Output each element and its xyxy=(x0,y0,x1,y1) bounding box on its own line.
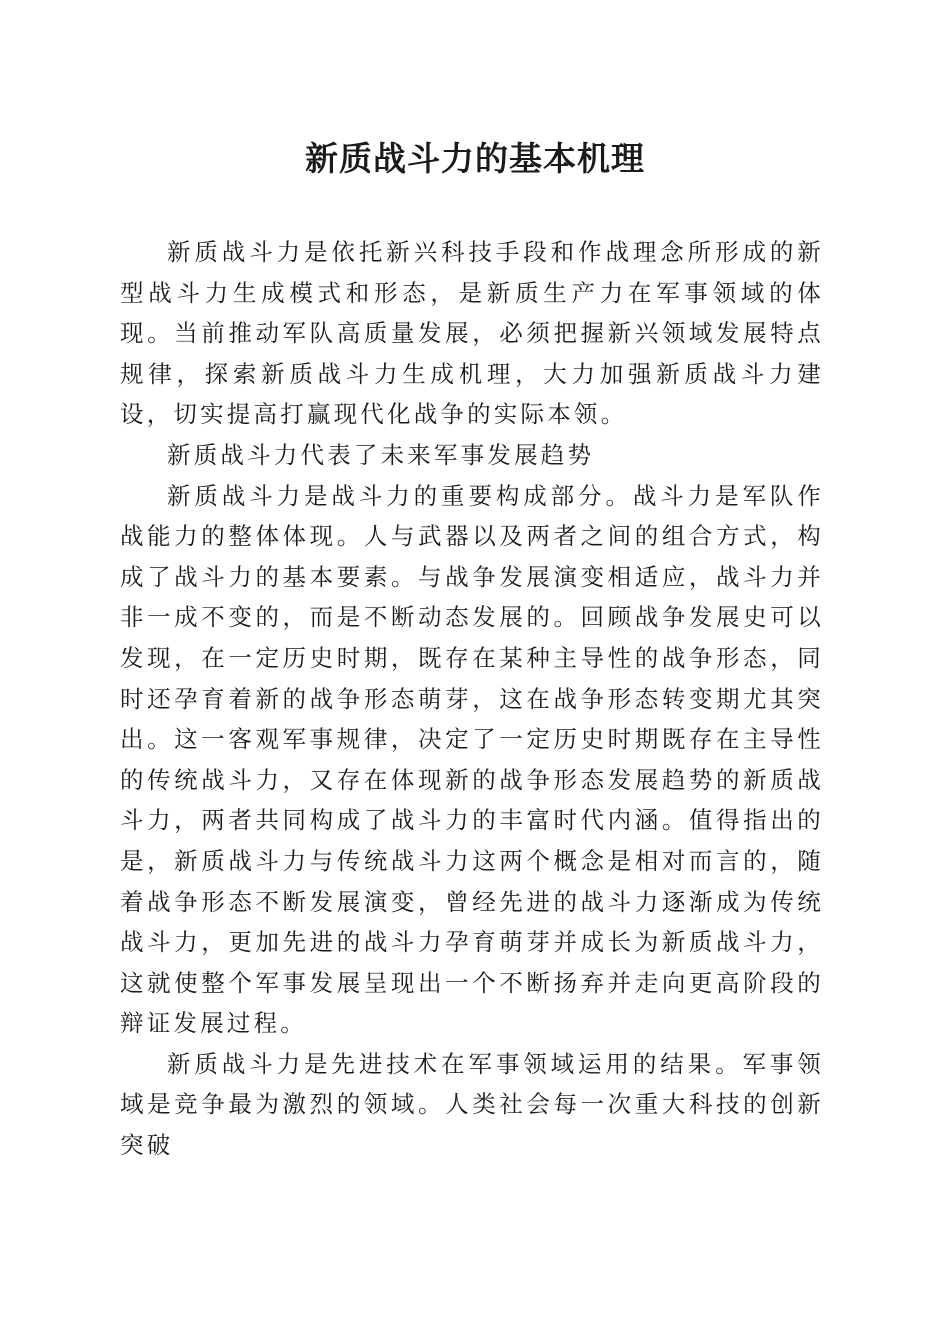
paragraph-components: 新质战斗力是战斗力的重要构成部分。战斗力是军队作战能力的整体体现。人与武器以及两者之间的组合方式，构成了战斗力的基本要素。与战争发展演变相适应，战斗力并非一成不变的，而是不断动态发展的。回顾战争发展史可以发现，在一定历史时期，既存在某种主导性的战争形态，同时还孕育着新的战争形态萌芽，这在战争形态转变期尤其突出。这一客观军事规律，决定了一定历史时期既存在主导性的传统战斗力，又存在体现新的战争形态发展趋势的新质战斗力，两者共同构成了战斗力的丰富时代内涵。值得指出的是，新质战斗力与传统战斗力这两个概念是相对而言的，随着战争形态不断发展演变，曾经先进的战斗力逐渐成为传统战斗力，更加先进的战斗力孕育萌芽并成长为新质战斗力，这就使整个军事发展呈现出一个不断扬弃并走向更高阶段的辩证发展过程。 xyxy=(120,481,824,1038)
document-body xyxy=(120,232,824,1166)
paragraph-intro: 新质战斗力是依托新兴科技手段和作战理念所形成的新型战斗力生成模式和形态，是新质生产力在军事领域的体现。当前推动军队高质量发展，必须把握新兴领域发展特点规律，探索新质战斗力生成机理，大力加强新质战斗力建设，切实提高打赢现代化战争的实际本领。 xyxy=(120,238,824,429)
paragraph-technology: 新质战斗力是先进技术在军事领域运用的结果。军事领域是竞争最为激烈的领域。人类社会每一次重大科技的创新突破 xyxy=(120,1049,824,1160)
section-heading: 新质战斗力代表了未来军事发展趋势 xyxy=(167,440,595,469)
document-title: 新质战斗力的基本机理 xyxy=(305,139,645,178)
